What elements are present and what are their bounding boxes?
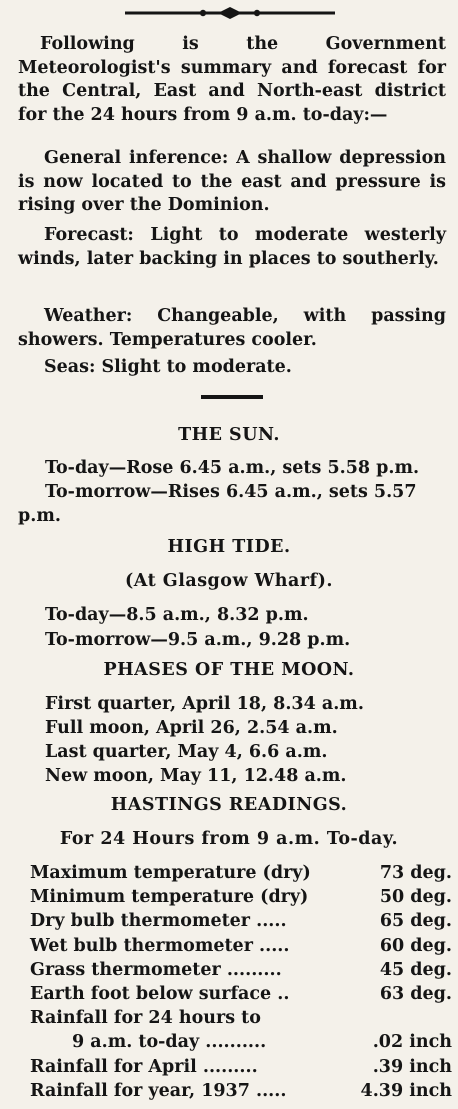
readings-subheading: For 24 Hours from 9 a.m. To-day. xyxy=(59,829,399,849)
ornament-rule xyxy=(125,5,335,21)
reading-value: 50 deg. xyxy=(379,887,452,908)
sun-today: To-day—Rose 6.45 a.m., sets 5.58 p.m. xyxy=(45,458,420,478)
reading-label: Wet bulb thermometer ..... xyxy=(30,935,290,956)
reading-label: Dry bulb thermometer ..... xyxy=(30,911,287,932)
reading-value: 65 deg. xyxy=(379,911,452,932)
moon-last-quarter: Last quarter, May 4, 6.6 a.m. xyxy=(45,742,328,762)
tide-today: To-day—8.5 a.m., 8.32 p.m. xyxy=(45,605,309,625)
readings-heading: HASTINGS READINGS. xyxy=(110,795,348,815)
sun-tomorrow: To-morrow—Rises 6.45 a.m., sets 5.57 xyxy=(45,482,417,502)
reading-value: 4.39 inch xyxy=(360,1080,452,1101)
sun-tomorrow-cont: p.m. xyxy=(18,506,61,526)
reading-row xyxy=(30,1032,452,1056)
seas-text: Seas: Slight to moderate. xyxy=(44,357,292,377)
reading-row xyxy=(30,863,452,887)
reading-label: Rainfall for year, 1937 ..... xyxy=(30,1080,287,1101)
reading-label: Earth foot below surface .. xyxy=(30,983,290,1004)
readings-table xyxy=(30,863,452,1105)
reading-label: Rainfall for April ......... xyxy=(30,1056,258,1077)
moon-first-quarter: First quarter, April 18, 8.34 a.m. xyxy=(45,694,364,714)
reading-value: .02 inch xyxy=(372,1032,452,1053)
reading-row xyxy=(30,936,452,960)
reading-label: Rainfall for 24 hours to xyxy=(30,1008,261,1029)
reading-row xyxy=(30,1057,452,1081)
section-divider xyxy=(201,395,263,399)
reading-label: Grass thermometer ......... xyxy=(30,959,282,980)
reading-label: 9 a.m. to-day .......... xyxy=(72,1032,267,1053)
reading-row xyxy=(30,911,452,935)
weather-text: Weather: Changeable, with passing showers. Temperatures cooler. xyxy=(18,306,446,350)
sun-heading: THE SUN. xyxy=(178,425,280,445)
moon-new: New moon, May 11, 12.48 a.m. xyxy=(45,766,347,786)
tide-tomorrow: To-morrow—9.5 a.m., 9.28 p.m. xyxy=(45,630,351,650)
reading-value: 63 deg. xyxy=(379,983,452,1004)
reading-row xyxy=(30,984,452,1008)
tide-heading: HIGH TIDE. xyxy=(167,537,291,557)
reading-row xyxy=(30,887,452,911)
reading-value: 73 deg. xyxy=(379,863,452,883)
forecast-text: Forecast: Light to moderate westerly winds, later backing in places to southerly. xyxy=(18,225,446,269)
reading-value: .39 inch xyxy=(372,1056,452,1077)
reading-row xyxy=(30,1008,452,1032)
intro-paragraph: Following is the Government Meteorologist's summary and forecast for the Central, East and North-east district for the 24 hours from 9 a.m. to-day:— xyxy=(18,34,446,125)
reading-label: Maximum temperature (dry) xyxy=(30,863,311,883)
reading-value: 45 deg. xyxy=(379,959,452,980)
tide-subheading: (At Glasgow Wharf). xyxy=(125,571,333,591)
moon-full: Full moon, April 26, 2.54 a.m. xyxy=(45,718,338,738)
reading-row xyxy=(30,1081,452,1105)
reading-label: Minimum temperature (dry) xyxy=(30,887,309,908)
general-inference: General inference: A shallow depression is now located to the east and pressure is rising over the Dominion. xyxy=(18,148,446,215)
moon-heading: PHASES OF THE MOON. xyxy=(103,660,355,680)
reading-row xyxy=(30,960,452,984)
reading-value: 60 deg. xyxy=(379,935,452,956)
